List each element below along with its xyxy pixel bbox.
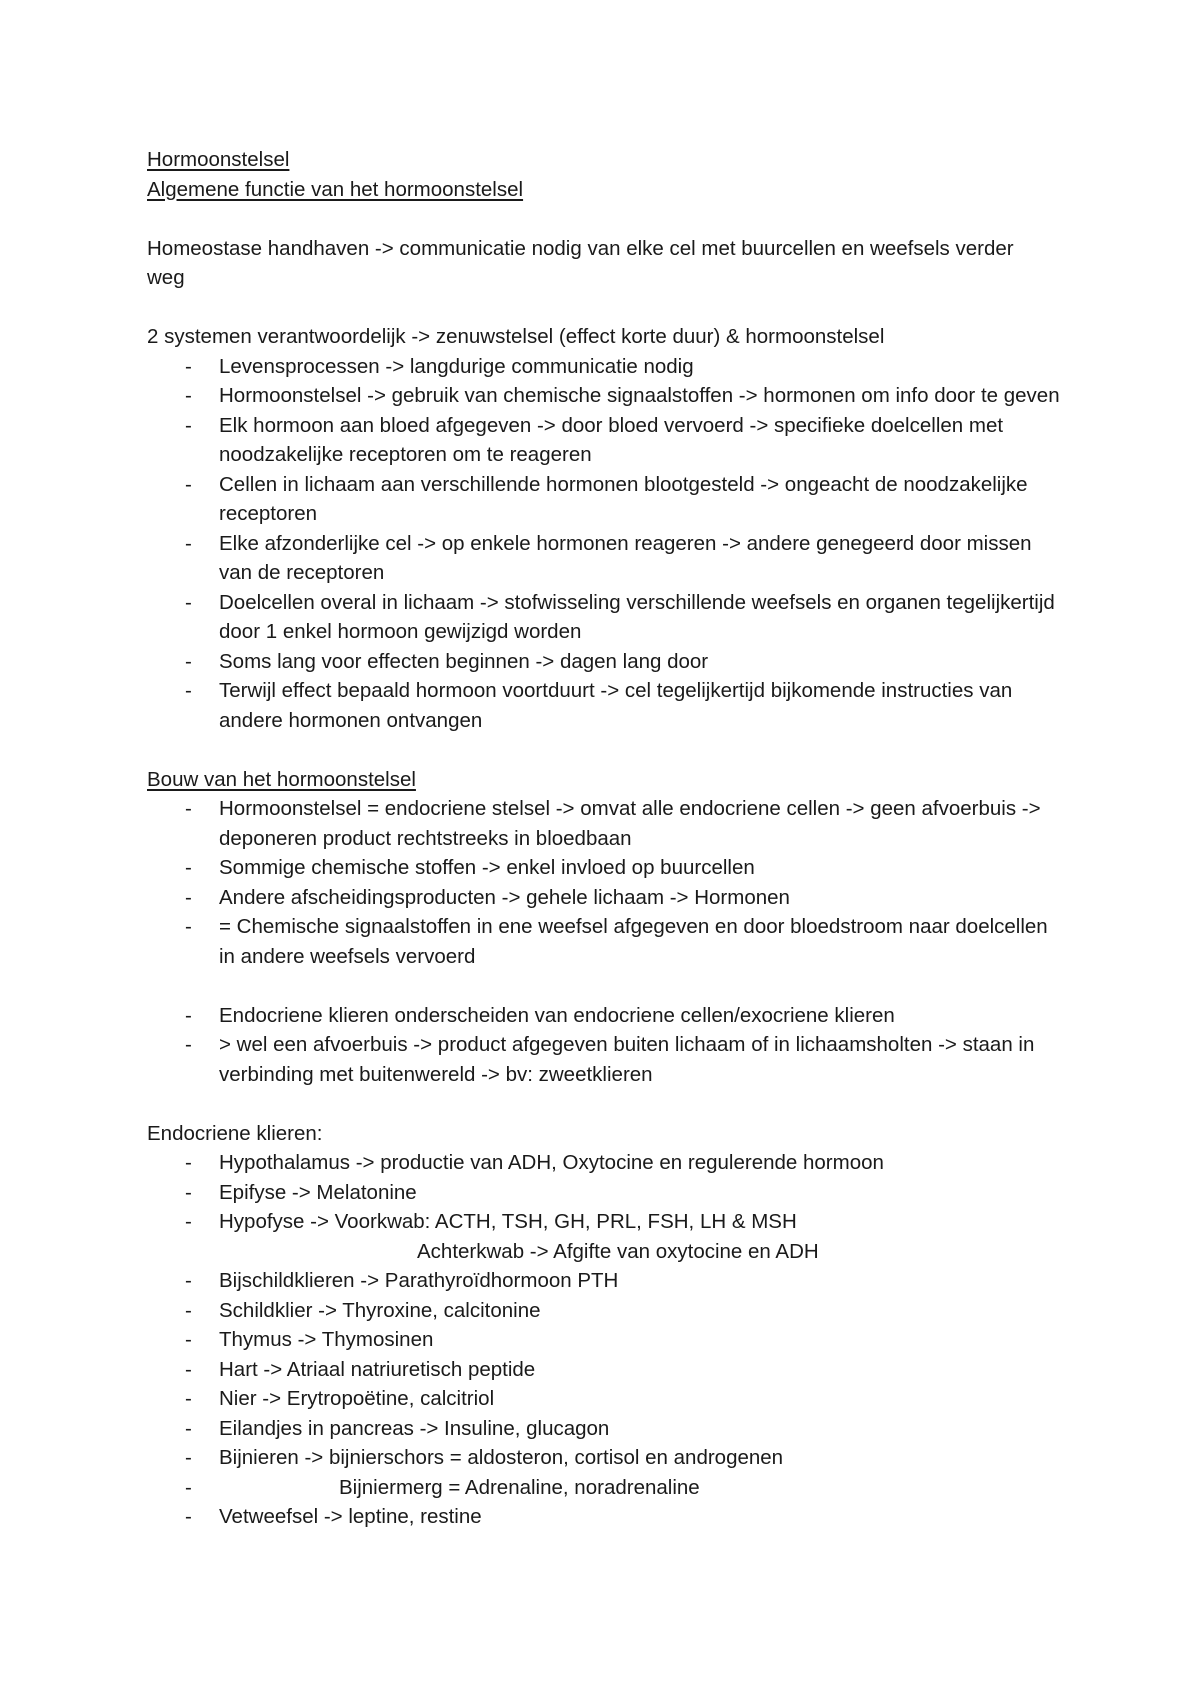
hypofyse-achterkwab: Achterkwab -> Afgifte van oxytocine en ADH [417,1239,819,1263]
dash-bullet: - [185,1003,192,1027]
list-item: - Doelcellen overal in lichaam -> stofwisseling verschillende weefsels en organen tegelijkertijd door 1 enkel hormoon gewijzigd worden [147,588,1067,647]
list-item: - = Chemische signaalstoffen in ene weefsel afgegeven en door bloedstroom naar doelcellen in andere weefsels vervoerd [147,912,1067,971]
dash-bullet: - [185,679,192,702]
dash-bullet: - [185,885,192,909]
list-item: - Soms lang voor effecten beginnen -> dagen lang door [147,647,1067,677]
list-item: - Hormoonstelsel -> gebruik van chemische signaalstoffen -> hormonen om info door te geven [147,381,1067,411]
dash-bullet: - [185,915,192,938]
dash-bullet: - [185,1475,192,1499]
list-item: - Hart -> Atriaal natriuretisch peptide [147,1355,1067,1385]
dash-bullet: - [185,1298,192,1322]
paragraph-homeostase: Homeostase handhaven -> communicatie nodig van elke cel met buurcellen en weefsels verder weg [147,236,1014,289]
list-item: - Bijschildklieren -> Parathyroïdhormoon PTH [147,1266,1067,1296]
dash-bullet: - [185,1328,192,1351]
dash-bullet: - [185,797,192,820]
document-page [147,145,1067,1532]
list-item: - Nier -> Erytropoëtine, calcitriol [147,1384,1067,1414]
section-heading-algemene-functie: Algemene functie van het hormoonstelsel [147,177,524,201]
paragraph-systemen: 2 systemen verantwoordelijk -> zenuwstelsel (effect korte duur) & hormoonstelsel [147,325,885,348]
list-bouw-klieren [147,1001,1067,1090]
dash-bullet: - [185,1446,192,1469]
dash-bullet: - [185,590,192,614]
list-item: - Cellen in lichaam aan verschillende hormonen blootgesteld -> ongeacht de noodzakelijke receptoren [147,470,1067,529]
list-item: - Andere afscheidingsproducten -> gehele lichaam -> Hormonen [147,883,1067,913]
list-item: - Epifyse -> Melatonine [147,1178,1067,1208]
dash-bullet: - [185,856,192,879]
list-item: - Vetweefsel -> leptine, restine [147,1502,1067,1532]
list-item: - Terwijl effect bepaald hormoon voortduurt -> cel tegelijkertijd bijkomende instructies van andere hormonen ontvangen [147,676,1067,735]
section-heading-endocriene-klieren: Endocriene klieren: [147,1121,323,1145]
list-item: - Sommige chemische stoffen -> enkel invloed op buurcellen [147,853,1067,883]
list-item: - Bijnieren -> bijnierschors = aldosteron, cortisol en androgenen [147,1443,1067,1473]
section-heading-bouw: Bouw van het hormoonstelsel [147,767,416,791]
list-bouw [147,794,1067,971]
list-item: - Hypothalamus -> productie van ADH, Oxytocine en regulerende hormoon [147,1148,1067,1178]
dash-bullet: - [185,354,192,378]
list-item: - Elk hormoon aan bloed afgegeven -> door bloed vervoerd -> specifieke doelcellen met noodzakelijke receptoren om te reageren [147,411,1067,470]
list-item: - Thymus -> Thymosinen [147,1325,1067,1355]
list-item: - Hormoonstelsel = endocriene stelsel -> omvat alle endocriene cellen -> geen afvoerbuis -> deponeren product rechtstreeks in bloedbaan [147,794,1067,853]
dash-bullet: - [185,1151,192,1174]
list-item: - Schildklier -> Thyroxine, calcitonine [147,1296,1067,1326]
dash-bullet: - [185,649,192,673]
dash-bullet: - [185,1033,192,1056]
dash-bullet: - [185,1387,192,1410]
dash-bullet: - [185,1505,192,1528]
dash-bullet: - [185,1357,192,1381]
list-item: - Bijniermerg = Adrenaline, noradrenaline [147,1473,1067,1503]
dash-bullet: - [185,1180,192,1204]
list-algemene-functie [147,352,1067,736]
dash-bullet: - [185,1416,192,1440]
list-item: - Eilandjes in pancreas -> Insuline, glucagon [147,1414,1067,1444]
list-item: - Elke afzonderlijke cel -> op enkele hormonen reageren -> andere genegeerd door missen van de receptoren [147,529,1067,588]
list-item: - Endocriene klieren onderscheiden van endocriene cellen/exocriene klieren [147,1001,1067,1031]
document-title: Hormoonstelsel [147,148,290,171]
list-item: - > wel een afvoerbuis -> product afgegeven buiten lichaam of in lichaamsholten -> staan in verbinding met buitenwereld -> bv: zweetklieren [147,1030,1067,1089]
list-endocriene-klieren [147,1148,1067,1532]
dash-bullet: - [185,384,192,407]
list-item: - Levensprocessen -> langdurige communicatie nodig [147,352,1067,382]
dash-bullet: - [185,1269,192,1292]
dash-bullet: - [185,413,192,437]
dash-bullet: - [185,472,192,496]
dash-bullet: - [185,531,192,555]
list-item: - Hypofyse -> Voorkwab: ACTH, TSH, GH, PRL, FSH, LH & MSH Achterkwab -> Afgifte van oxytocine en ADH [147,1207,1067,1266]
dash-bullet: - [185,1210,192,1233]
